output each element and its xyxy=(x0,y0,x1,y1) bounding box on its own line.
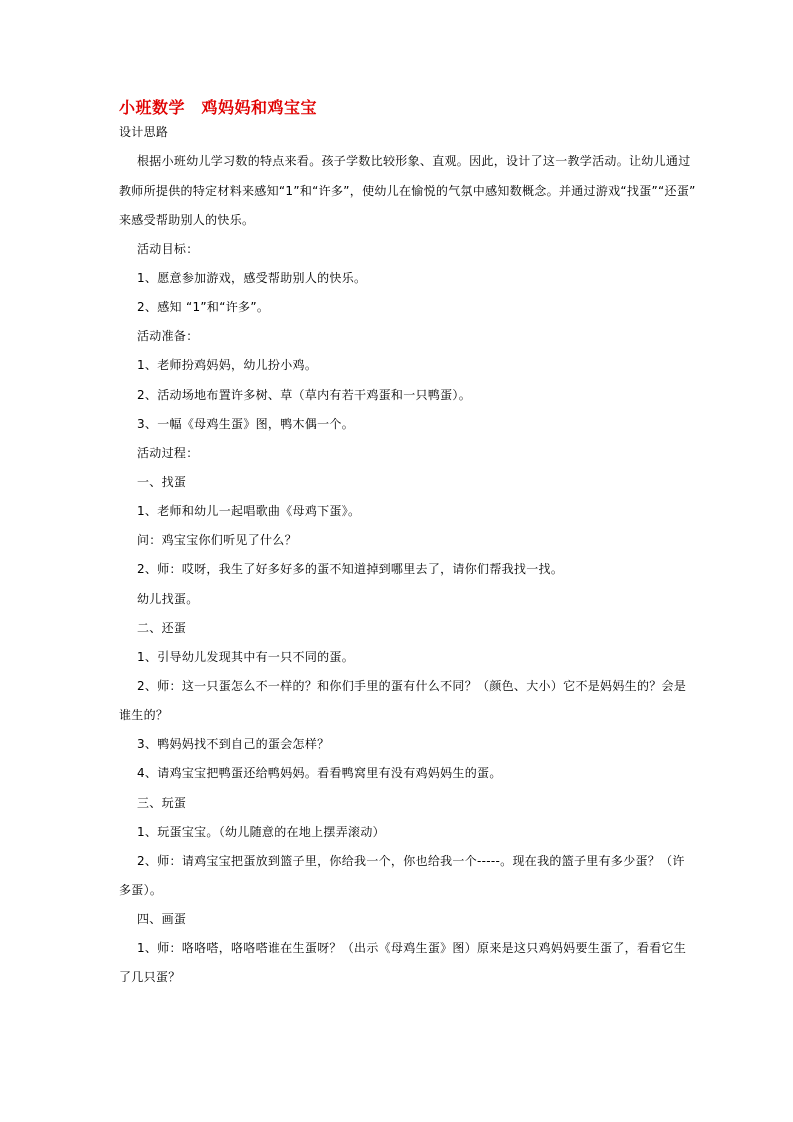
subsection-heading: 三、玩蛋 xyxy=(137,796,187,810)
paragraph-line: 来感受帮助别人的快乐。 xyxy=(119,213,255,227)
subsection-heading: 四、画蛋 xyxy=(137,912,187,926)
list-item-continuation: 了几只蛋？ xyxy=(119,970,181,984)
paragraph-line: 根据小班幼儿学习数的特点来看。孩子学数比较形象、直观。因此，设计了这一教学活动。让幼儿通过 xyxy=(137,154,691,168)
section-heading: 活动准备： xyxy=(137,329,199,343)
list-item: 1、玩蛋宝宝。（幼儿随意的在地上摆弄滚动） xyxy=(137,825,385,839)
paragraph-line: 幼儿找蛋。 xyxy=(137,592,199,606)
list-item-continuation: 多蛋）。 xyxy=(119,883,163,897)
list-item: 2、师：哎呀，我生了好多好多的蛋不知道掉到哪里去了，请你们帮我找一找。 xyxy=(137,562,564,576)
section-heading: 活动过程： xyxy=(137,446,199,460)
list-item: 1、老师和幼儿一起唱歌曲《母鸡下蛋》。 xyxy=(137,504,361,518)
list-item: 2、感知 “1”和“许多”。 xyxy=(137,300,270,314)
list-item-continuation: 谁生的？ xyxy=(119,708,169,722)
list-item: 2、师：请鸡宝宝把蛋放到篮子里，你给我一个，你也给我一个-----。现在我的篮子里有多少蛋？（许 xyxy=(137,854,685,868)
subsection-heading: 二、还蛋 xyxy=(137,621,187,635)
list-item: 1、师：咯咯嗒，咯咯嗒谁在生蛋呀？（出示《母鸡生蛋》图）原来是这只鸡妈妈要生蛋了，看看它生 xyxy=(137,941,687,955)
section-heading: 活动目标： xyxy=(137,242,199,256)
list-item: 2、师：这一只蛋怎么不一样的？和你们手里的蛋有什么不同？（颜色、大小）它不是妈妈生的？会是 xyxy=(137,679,687,693)
paragraph-line: 问：鸡宝宝你们听见了什么？ xyxy=(137,533,297,547)
list-item: 1、愿意参加游戏，感受帮助别人的快乐。 xyxy=(137,271,367,285)
document-title: 小班数学 鸡妈妈和鸡宝宝 xyxy=(119,98,318,117)
list-item: 2、活动场地布置许多树、草（草内有若干鸡蛋和一只鸭蛋）。 xyxy=(137,388,472,402)
subsection-heading: 一、找蛋 xyxy=(137,475,187,489)
list-item: 1、引导幼儿发现其中有一只不同的蛋。 xyxy=(137,650,355,664)
paragraph-line: 教师所提供的特定材料来感知“1”和“许多”，使幼儿在愉悦的气氛中感知数概念。并通过游戏“找蛋”“还蛋” xyxy=(119,184,696,198)
list-item: 1、老师扮鸡妈妈，幼儿扮小鸡。 xyxy=(137,358,318,372)
section-heading: 设计思路 xyxy=(119,125,169,139)
list-item: 3、一幅《母鸡生蛋》图，鸭木偶一个。 xyxy=(137,417,355,431)
list-item: 4、请鸡宝宝把鸭蛋还给鸭妈妈。看看鸭窝里有没有鸡妈妈生的蛋。 xyxy=(137,766,502,780)
list-item: 3、鸭妈妈找不到自己的蛋会怎样？ xyxy=(137,737,330,751)
